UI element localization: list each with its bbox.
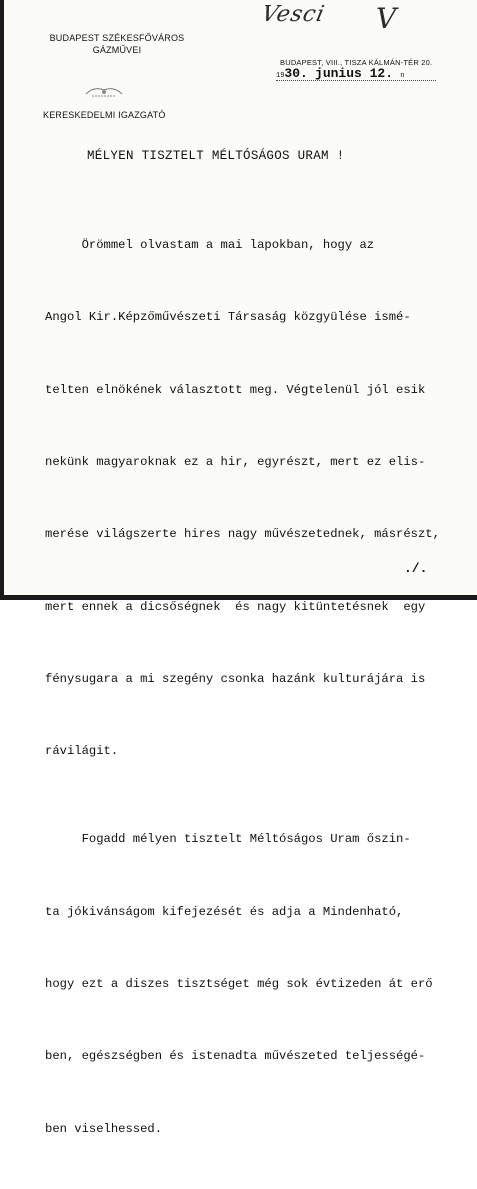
org-line-1: BUDAPEST SZÉKESFŐVÁROS (49, 33, 185, 43)
date-prefix: 19 (276, 72, 285, 80)
body-line: nekünk magyaroknak ez a hir, egyrészt, mert ez elis- (45, 455, 426, 470)
closing-mark: ./. (404, 561, 428, 576)
handwritten-mark: V (376, 2, 397, 35)
body-line: mert ennek a dicsőségnek és nagy kitüntetésnek egy (45, 599, 426, 614)
body-line: telten elnökének választott meg. Végtelenül jól esik (45, 382, 426, 397)
body-line: hogy ezt a diszes tisztséget még sok évtizeden át erő (45, 977, 433, 991)
body-line: ben, egészségben és istenadta művészeted teljességé- (45, 1049, 426, 1064)
date-suffix: n (400, 72, 405, 80)
letterhead-address: BUDAPEST, VIII., TISZA KÁLMÁN-TÉR 20. (280, 58, 433, 67)
letterhead-organization (32, 32, 202, 56)
handwritten-annotation: Vesci (259, 2, 328, 27)
date-line (276, 66, 404, 81)
salutation: MÉLYEN TISZTELT MÉLTÓSÁGOS URAM ! (87, 149, 345, 163)
body-line: Örömmel olvastam a mai lapokban, hogy az (45, 238, 375, 253)
date-text: junius 12. (315, 66, 394, 81)
date-dotted-line (276, 80, 436, 82)
body-line: merése világszerte hires nagy művészetednek, másrészt, (45, 527, 440, 542)
scan-edge-left (0, 0, 4, 600)
letter-body (45, 185, 475, 1189)
body-line: Angol Kir.Képzőművészeti Társaság közgyülése ismé- (45, 310, 411, 325)
date-year: 30. (284, 66, 308, 81)
body-line: fénysugara a mi szegény csonka hazánk kulturájára is (45, 671, 426, 686)
letterhead-department: KERESKEDELMI IGAZGATÓ (43, 110, 166, 120)
body-line: ben viselhessed. (45, 1121, 163, 1136)
body-line: ta jókivánságom kifejezését és adja a Mindenható, (45, 904, 404, 919)
coat-of-arms-icon (84, 84, 124, 100)
org-line-2: GÁZMŰVEI (92, 45, 142, 55)
body-line: rávilágit. (45, 744, 119, 759)
body-line: Fogadd mélyen tisztelt Méltóságos Uram őszin- (45, 832, 411, 847)
